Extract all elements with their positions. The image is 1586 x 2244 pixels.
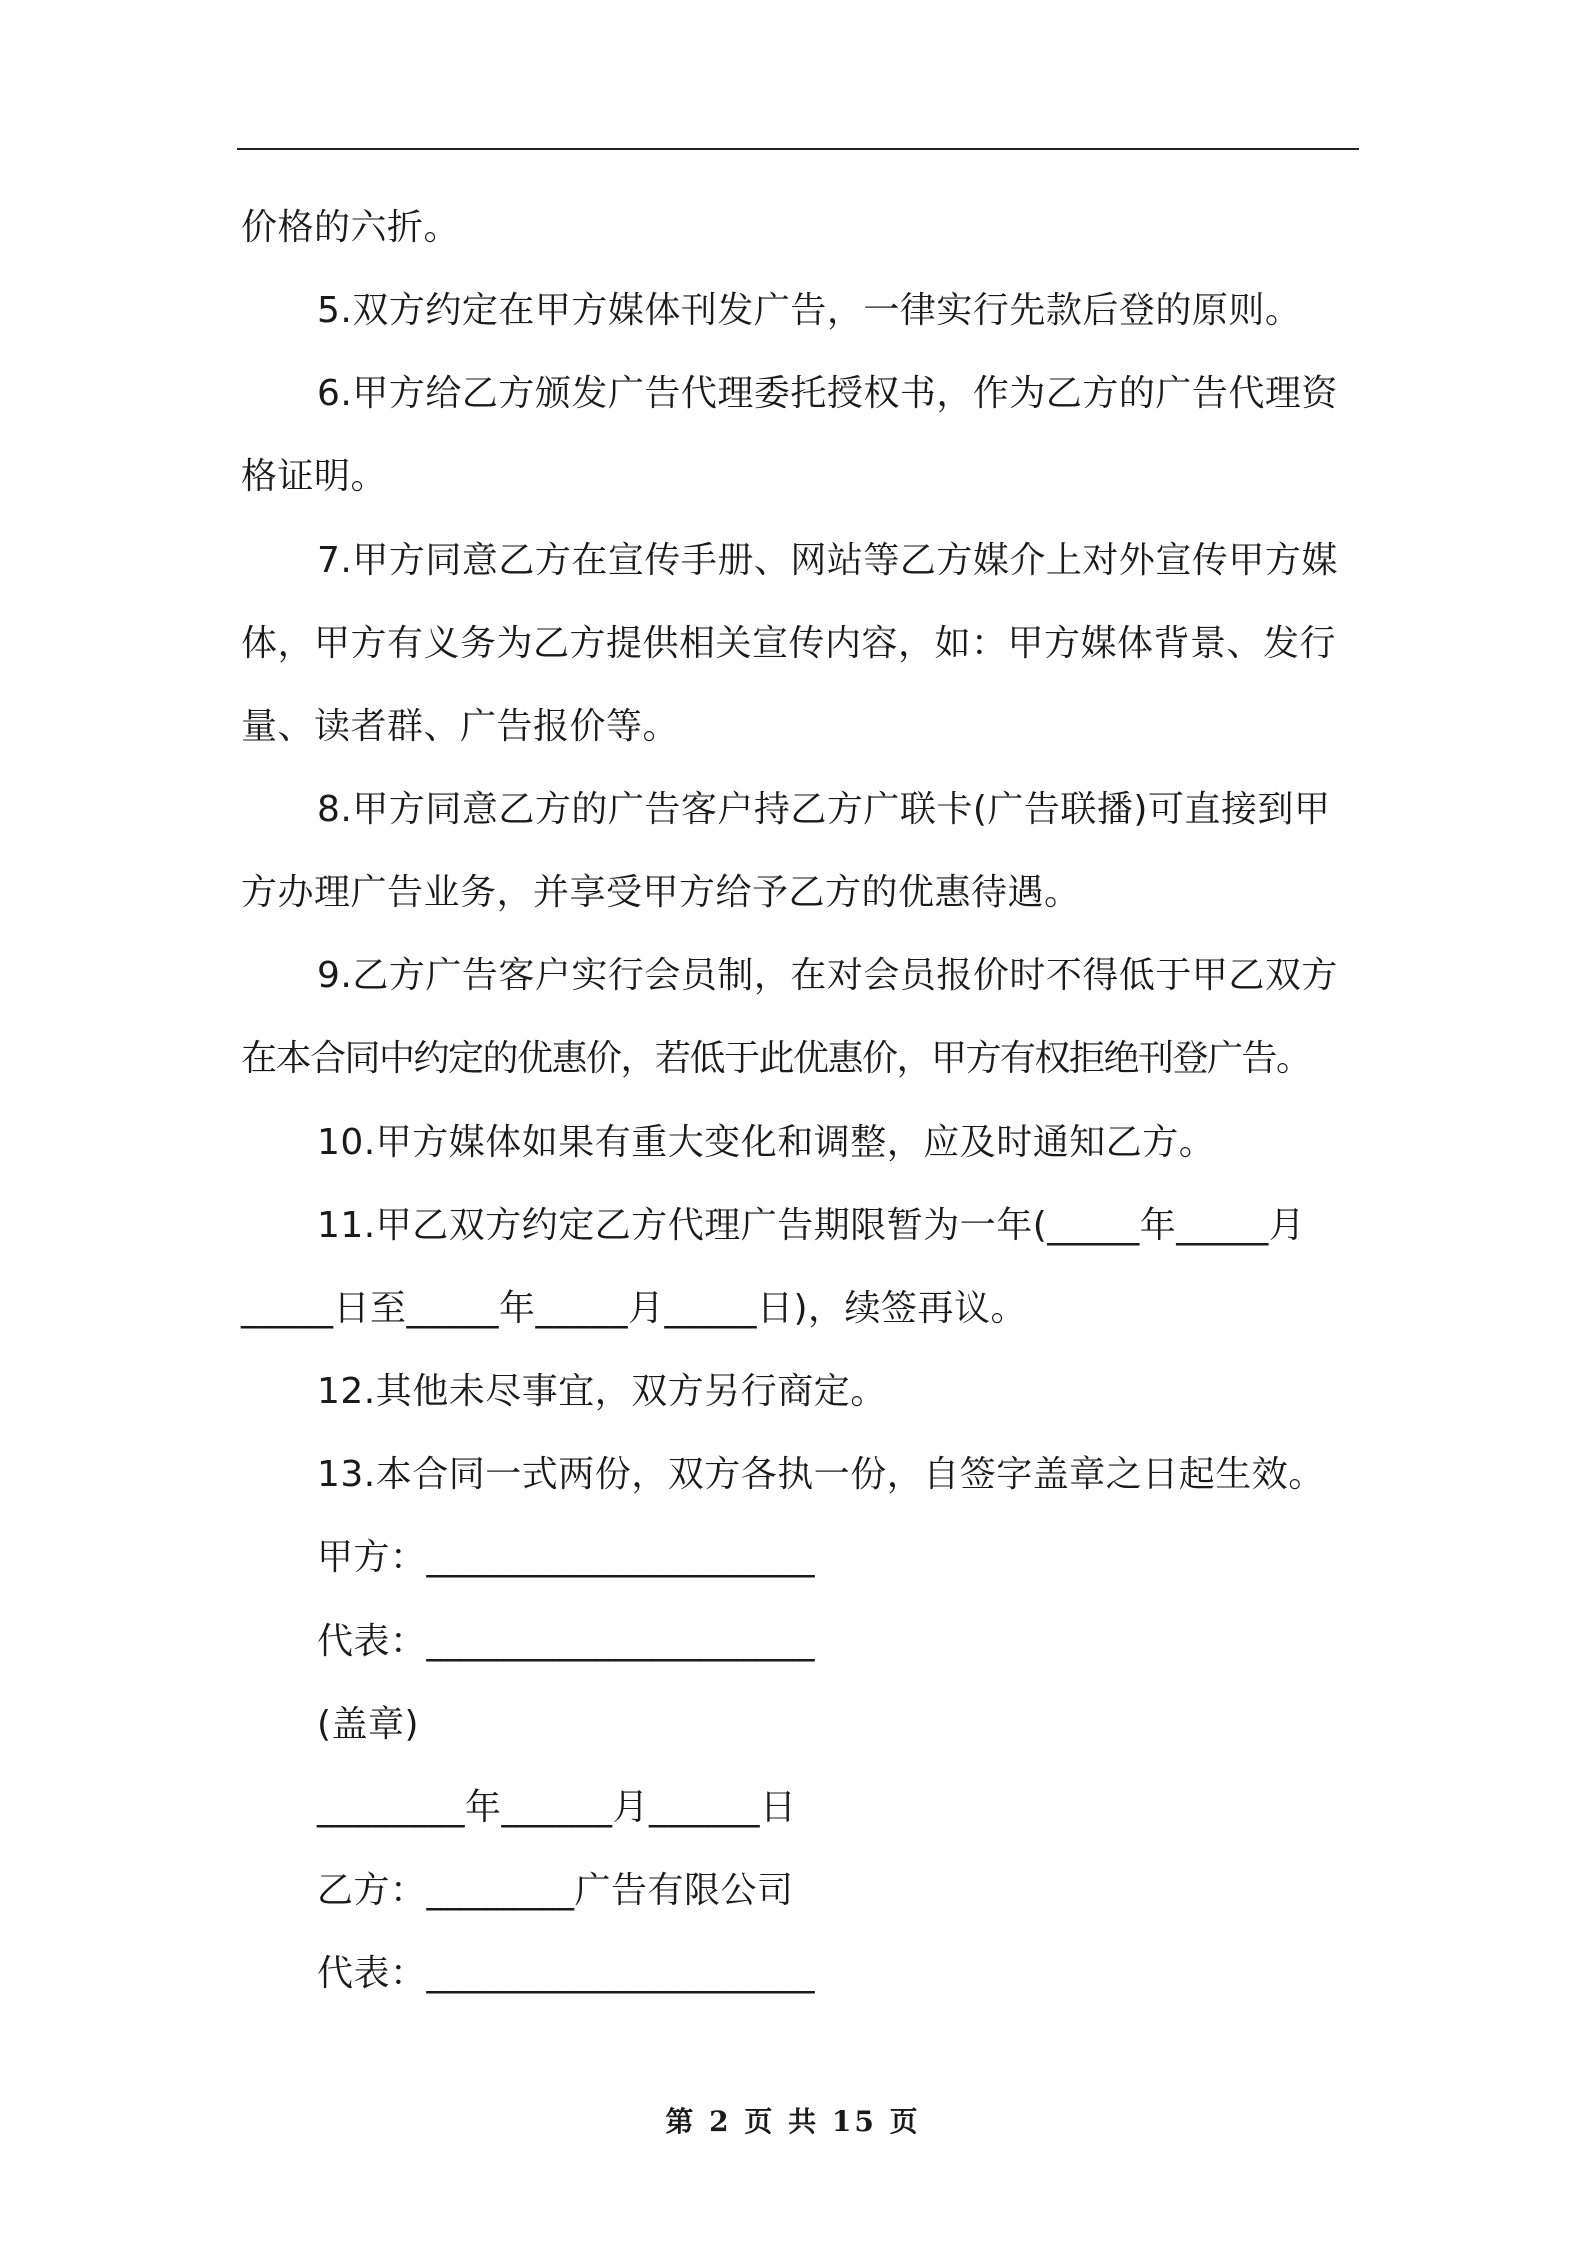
party-b-representative-line: 代表：_____________________ [317, 1953, 816, 1994]
clause-8-line-1: 8.甲方同意乙方的广告客户持乙方广联卡(广告联播)可直接到甲 [317, 789, 1331, 830]
clause-9-line-1: 9.乙方广告客户实行会员制，在对会员报价时不得低于甲乙双方 [317, 955, 1338, 996]
text-line-1: 价格的六折。 [241, 207, 461, 248]
date-line: ________年______月______日 [317, 1787, 797, 1828]
seal-label: (盖章) [317, 1704, 420, 1745]
clause-8-line-2: 方办理广告业务，并享受甲方给予乙方的优惠待遇。 [241, 872, 1081, 913]
clause-10: 10.甲方媒体如果有重大变化和调整，应及时通知乙方。 [317, 1122, 1216, 1163]
clause-7-line-1: 7.甲方同意乙方在宣传手册、网站等乙方媒介上对外宣传甲方媒 [317, 540, 1338, 581]
clause-12: 12.其他未尽事宜，双方另行商定。 [317, 1371, 887, 1412]
clause-11-line-1: 11.甲乙双方约定乙方代理广告期限暂为一年(_____年_____月 [317, 1205, 1306, 1246]
clause-9-line-2: 在本合同中约定的优惠价，若低于此优惠价，甲方有权拒绝刊登广告。 [241, 1038, 1311, 1079]
header-rule [237, 148, 1359, 150]
clause-6-line-1: 6.甲方给乙方颁发广告代理委托授权书，作为乙方的广告代理资 [317, 373, 1338, 414]
clause-7-line-2: 体，甲方有义务为乙方提供相关宣传内容，如：甲方媒体背景、发行 [241, 623, 1337, 664]
clause-6-line-2: 格证明。 [241, 456, 388, 497]
party-a-signature-line: 甲方：_____________________ [317, 1537, 816, 1578]
clause-7-line-3: 量、读者群、广告报价等。 [241, 706, 680, 747]
page-number-footer: 第 2 页 共 15 页 [665, 2105, 921, 2138]
clause-11-line-2: _____日至_____年_____月_____日)，续签再议。 [241, 1288, 1028, 1329]
party-b-signature-line: 乙方：________广告有限公司 [317, 1870, 794, 1911]
clause-5: 5.双方约定在甲方媒体刊发广告，一律实行先款后登的原则。 [317, 290, 1302, 331]
clause-13: 13.本合同一式两份，双方各执一份，自签字盖章之日起生效。 [317, 1454, 1325, 1495]
party-a-representative-line: 代表：_____________________ [317, 1621, 816, 1662]
